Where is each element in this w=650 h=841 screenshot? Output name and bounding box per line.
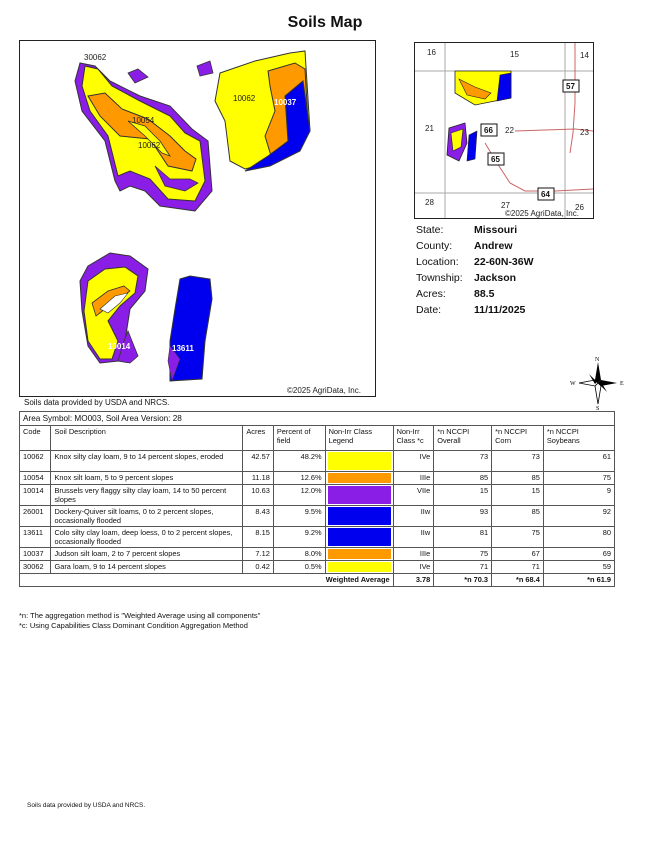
nccpi-overall: 85 — [434, 472, 492, 485]
legend-cell — [325, 472, 393, 485]
nccpi-soybeans: 9 — [543, 485, 614, 506]
info-acres — [416, 286, 616, 302]
info-label: Township: — [416, 272, 463, 284]
soil-code: 10054 — [20, 472, 51, 485]
map-label: 10014 — [108, 342, 131, 351]
info-state — [416, 222, 616, 238]
info-value: Andrew — [474, 240, 513, 252]
column-header: Code — [20, 426, 51, 451]
soil-code: 10014 — [20, 485, 51, 506]
legend-swatch — [328, 507, 391, 525]
nccpi-corn: 71 — [492, 561, 544, 574]
soil-class: IIw — [393, 506, 434, 527]
nccpi-soybeans: 75 — [543, 472, 614, 485]
soil-class: IIIe — [393, 472, 434, 485]
column-header: Non-Irr Class Legend — [325, 426, 393, 451]
column-header: *n NCCPI Corn — [492, 426, 544, 451]
nccpi-overall: 81 — [434, 527, 492, 548]
soil-description: Brussels very flaggy silty clay loam, 14 to 50 percent slopes — [51, 485, 243, 506]
soil-acres: 0.42 — [243, 561, 273, 574]
legend-swatch — [328, 486, 391, 504]
soil-description: Gara loam, 9 to 14 percent slopes — [51, 561, 243, 574]
info-county — [416, 238, 616, 254]
soil-class: IVe — [393, 561, 434, 574]
legend-cell — [325, 485, 393, 506]
nccpi-corn: 73 — [492, 451, 544, 472]
column-header: Percent of field — [273, 426, 325, 451]
info-label: County: — [416, 240, 453, 252]
highway-marker: 64 — [541, 190, 550, 199]
soil-acres: 10.63 — [243, 485, 273, 506]
soil-percent: 8.0% — [273, 548, 325, 561]
table-row — [20, 506, 615, 527]
legend-swatch — [328, 452, 391, 470]
compass-s: S — [596, 406, 600, 410]
compass-w: W — [570, 381, 576, 387]
soil-percent: 0.5% — [273, 561, 325, 574]
highway-marker: 66 — [484, 126, 493, 135]
legend-swatch — [328, 473, 391, 483]
nccpi-corn: 85 — [492, 472, 544, 485]
legend-swatch — [328, 549, 391, 559]
section-number: 21 — [425, 124, 434, 133]
soil-code: 30062 — [20, 561, 51, 574]
weighted-class: 3.78 — [393, 574, 434, 587]
nccpi-overall: 93 — [434, 506, 492, 527]
soil-code: 10037 — [20, 548, 51, 561]
nccpi-overall: 75 — [434, 548, 492, 561]
section-number: 26 — [575, 203, 584, 212]
soil-acres: 8.15 — [243, 527, 273, 548]
nccpi-corn: 15 — [492, 485, 544, 506]
section-number: 23 — [580, 128, 589, 137]
compass-e: E — [620, 381, 624, 387]
nccpi-soybeans: 59 — [543, 561, 614, 574]
column-header: *n NCCPI Overall — [434, 426, 492, 451]
soil-description: Knox silt loam, 5 to 9 percent slopes — [51, 472, 243, 485]
compass-n: N — [595, 357, 600, 363]
map-label: 10054 — [132, 116, 155, 125]
table-row — [20, 561, 615, 574]
section-number: 14 — [580, 51, 589, 60]
nccpi-corn: 85 — [492, 506, 544, 527]
table-row — [20, 485, 615, 506]
column-header: Soil Description — [51, 426, 243, 451]
info-label: Date: — [416, 304, 442, 316]
info-value: Missouri — [474, 224, 518, 236]
table-row — [20, 548, 615, 561]
info-label: Location: — [416, 256, 459, 268]
map-label: 10062 — [138, 141, 161, 150]
area-symbol: Area Symbol: MO003, Soil Area Version: 28 — [20, 412, 615, 426]
footnote: *c: Using Capabilities Class Dominant Condition Aggregation Method — [19, 621, 248, 630]
legend-cell — [325, 548, 393, 561]
info-date — [416, 302, 616, 318]
legend-swatch — [328, 562, 391, 572]
soils-map-canvas — [20, 41, 375, 396]
nccpi-soybeans: 61 — [543, 451, 614, 472]
location-map[interactable] — [414, 42, 594, 219]
soils-map[interactable] — [19, 40, 376, 397]
soil-acres: 8.43 — [243, 506, 273, 527]
nccpi-corn: 67 — [492, 548, 544, 561]
soil-percent: 12.0% — [273, 485, 325, 506]
table-row — [20, 472, 615, 485]
soil-percent: 12.6% — [273, 472, 325, 485]
info-value: 11/11/2025 — [474, 304, 526, 316]
nccpi-soybeans: 92 — [543, 506, 614, 527]
nccpi-corn: 75 — [492, 527, 544, 548]
soil-code: 10062 — [20, 451, 51, 472]
source-note: Soils data provided by USDA and NRCS. — [24, 398, 170, 407]
map-label: 13611 — [172, 344, 194, 353]
soil-class: IVe — [393, 451, 434, 472]
legend-cell — [325, 451, 393, 472]
map-label: 10037 — [274, 98, 297, 107]
table-row — [20, 451, 615, 472]
map-copyright: ©2025 AgriData, Inc. — [505, 209, 579, 218]
info-label: Acres: — [416, 288, 446, 300]
soil-class: IIIe — [393, 548, 434, 561]
legend-cell — [325, 506, 393, 527]
field-info — [416, 222, 616, 318]
weighted-corn: *n 68.4 — [492, 574, 544, 587]
weighted-average-row — [20, 574, 615, 587]
soil-polygon-purple[interactable] — [128, 69, 148, 83]
column-header: Acres — [243, 426, 273, 451]
location-map-canvas — [415, 43, 593, 218]
nccpi-soybeans: 80 — [543, 527, 614, 548]
section-number: 22 — [505, 126, 514, 135]
table-row — [20, 527, 615, 548]
column-header: *n NCCPI Soybeans — [543, 426, 614, 451]
legend-swatch — [328, 528, 391, 546]
info-value: 88.5 — [474, 288, 495, 300]
info-township — [416, 270, 616, 286]
weighted-average-label: Weighted Average — [20, 574, 394, 587]
soils-table — [19, 411, 615, 587]
soil-class: VIIe — [393, 485, 434, 506]
footnote: *n: The aggregation method is "Weighted Average using all components" — [19, 611, 261, 620]
legend-cell — [325, 561, 393, 574]
soil-percent: 9.5% — [273, 506, 325, 527]
nccpi-soybeans: 69 — [543, 548, 614, 561]
section-number: 15 — [510, 50, 519, 59]
soil-acres: 11.18 — [243, 472, 273, 485]
soil-description: Colo silty clay loam, deep loess, 0 to 2 percent slopes, occasionally flooded — [51, 527, 243, 548]
map-label: 10062 — [233, 94, 256, 103]
column-header: Non-Irr Class *c — [393, 426, 434, 451]
soil-polygon-purple[interactable] — [197, 61, 213, 76]
soil-acres: 42.57 — [243, 451, 273, 472]
map-copyright: ©2025 AgriData, Inc. — [287, 386, 361, 395]
info-location — [416, 254, 616, 270]
info-value: 22-60N-36W — [474, 256, 534, 268]
section-number: 28 — [425, 198, 434, 207]
soil-description: Dockery-Quiver silt loams, 0 to 2 percent slopes, occasionally flooded — [51, 506, 243, 527]
page-title: Soils Map — [287, 14, 363, 31]
soil-description: Knox silty clay loam, 9 to 14 percent slopes, eroded — [51, 451, 243, 472]
soil-code: 13611 — [20, 527, 51, 548]
info-label: State: — [416, 224, 444, 236]
highway-marker: 57 — [566, 82, 575, 91]
section-number: 27 — [501, 201, 510, 210]
soil-percent: 48.2% — [273, 451, 325, 472]
weighted-overall: *n 70.3 — [434, 574, 492, 587]
info-value: Jackson — [474, 272, 517, 284]
map-label: 30062 — [84, 53, 107, 62]
legend-cell — [325, 527, 393, 548]
soil-class: IIw — [393, 527, 434, 548]
source-note: Soils data provided by USDA and NRCS. — [27, 802, 146, 809]
section-number: 16 — [427, 48, 436, 57]
soil-description: Judson silt loam, 2 to 7 percent slopes — [51, 548, 243, 561]
weighted-soybeans: *n 61.9 — [543, 574, 614, 587]
compass-rose-icon — [569, 356, 627, 410]
soil-code: 26001 — [20, 506, 51, 527]
soil-percent: 9.2% — [273, 527, 325, 548]
nccpi-overall: 15 — [434, 485, 492, 506]
nccpi-overall: 73 — [434, 451, 492, 472]
nccpi-overall: 71 — [434, 561, 492, 574]
soil-acres: 7.12 — [243, 548, 273, 561]
highway-marker: 65 — [491, 155, 500, 164]
